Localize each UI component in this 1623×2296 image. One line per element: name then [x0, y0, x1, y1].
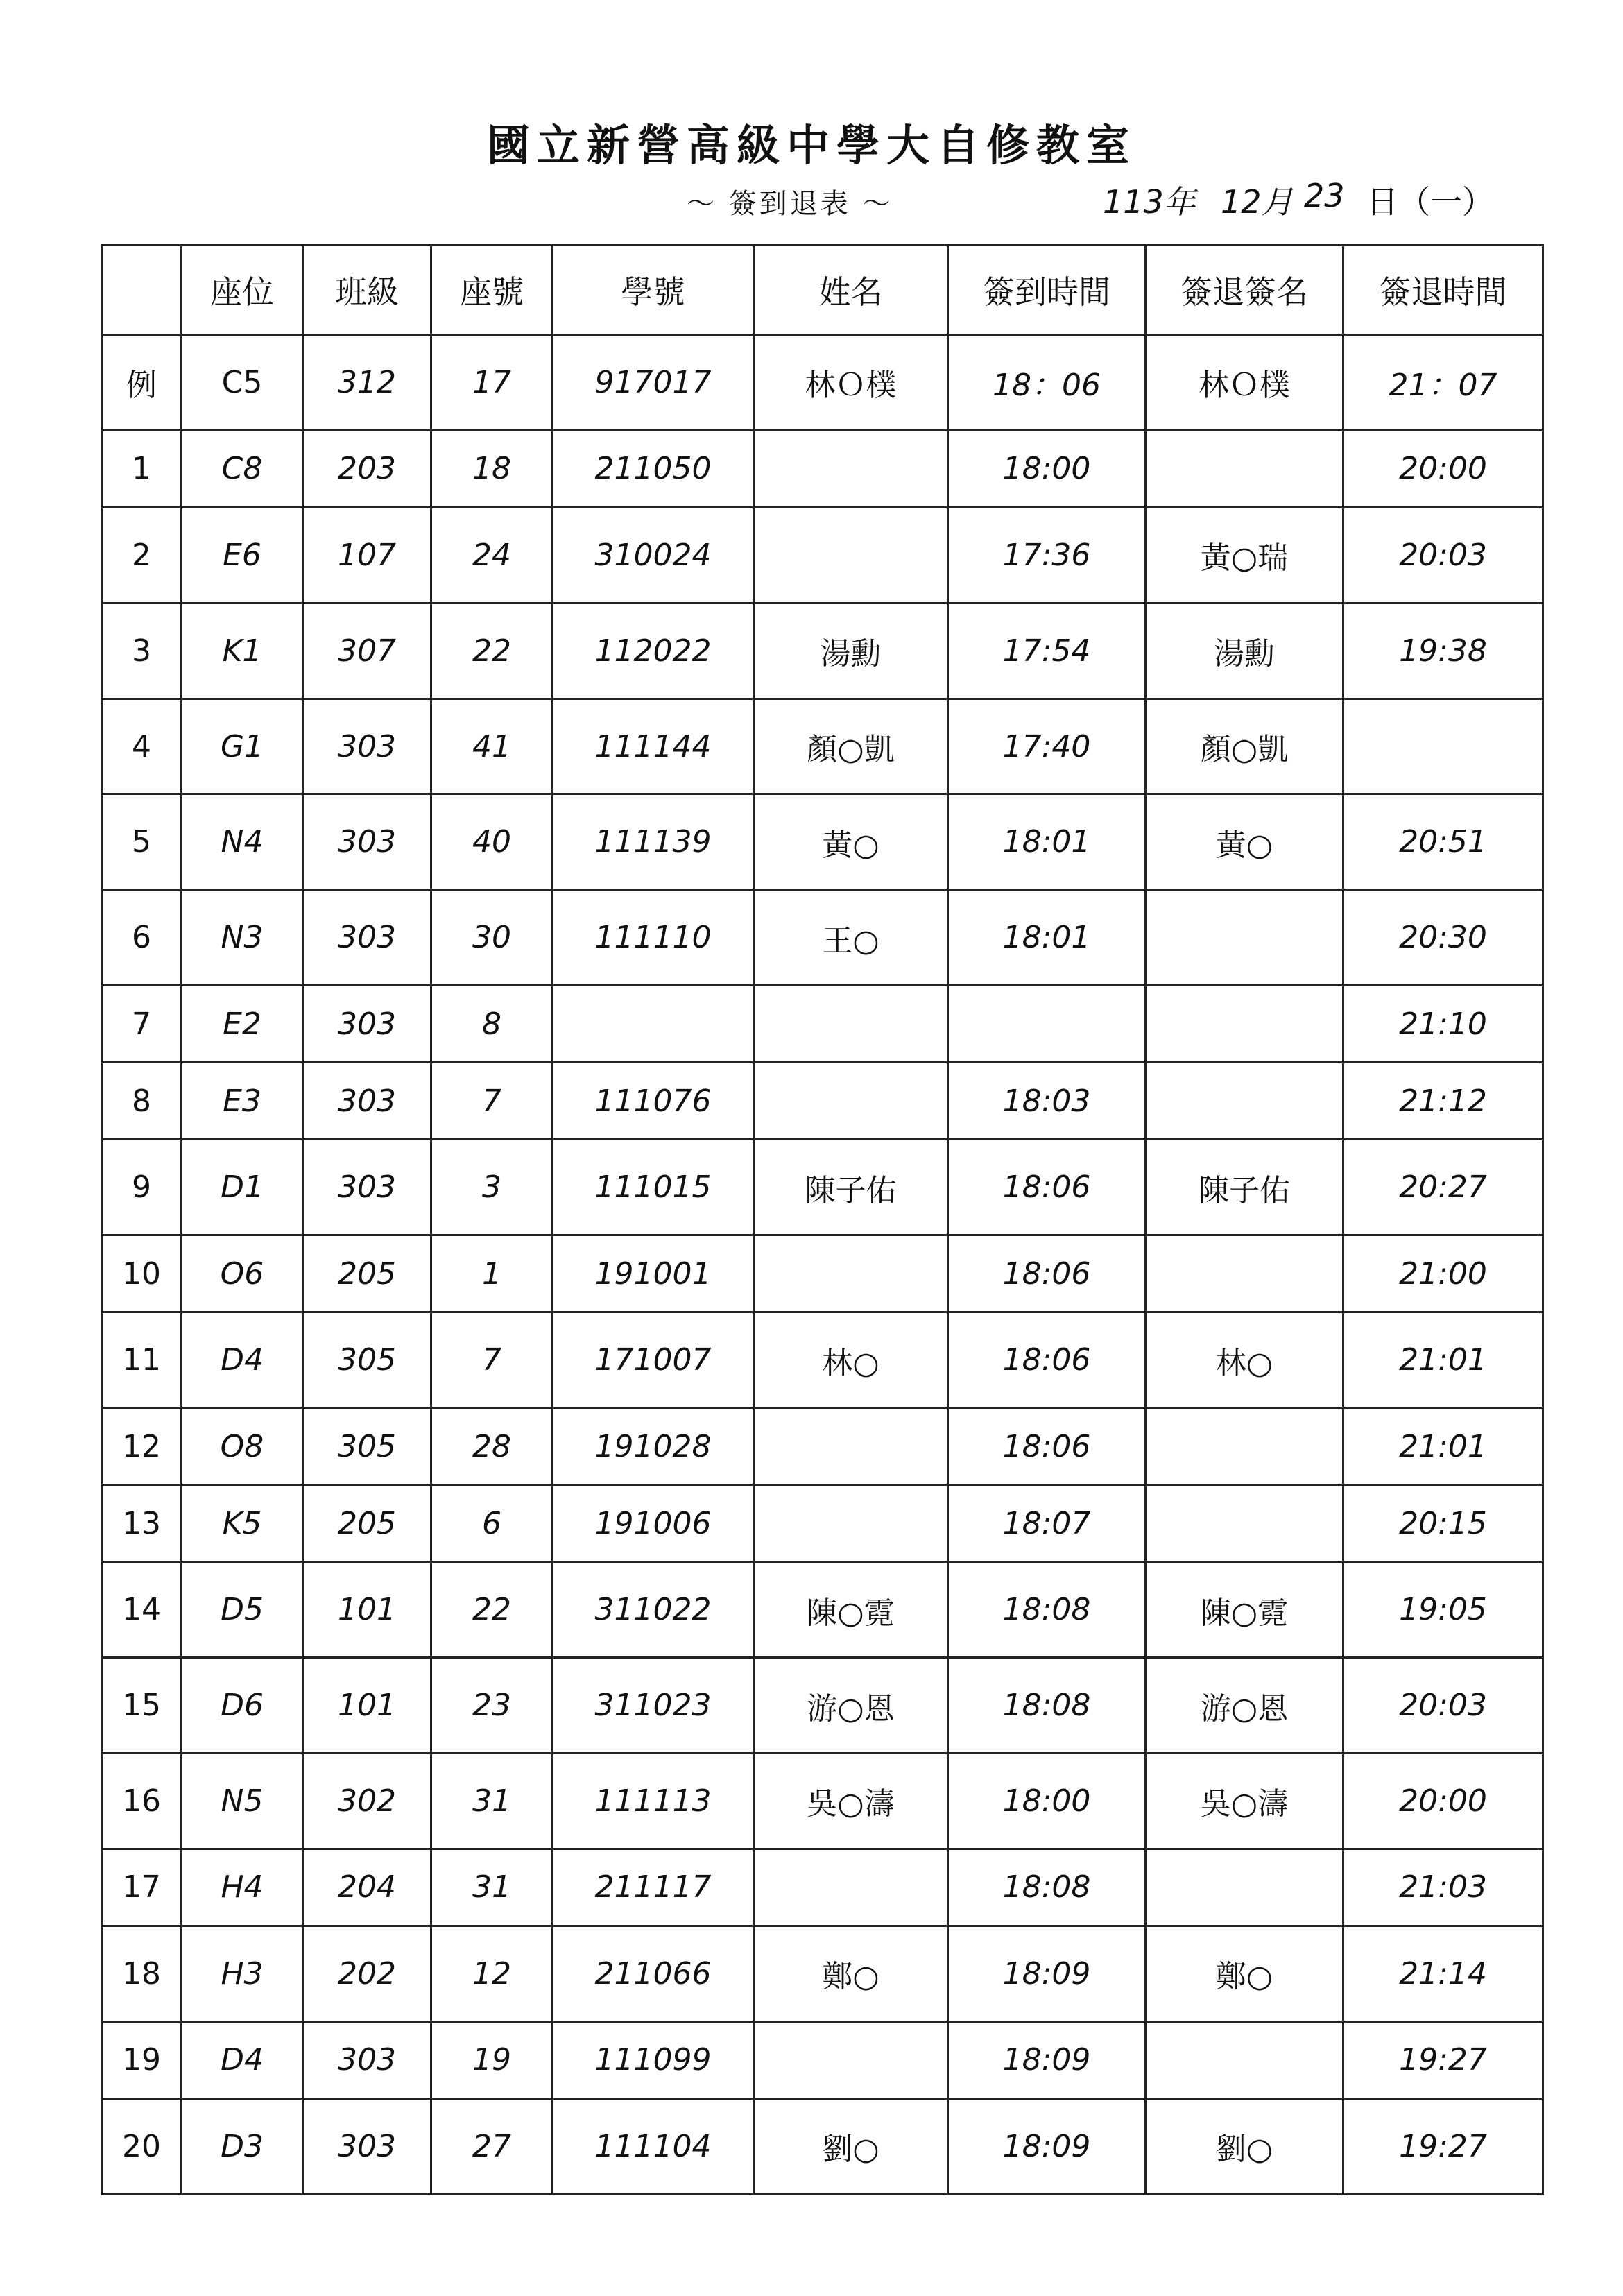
sign-out-signature-cell: 湯勳: [1146, 603, 1343, 699]
table-row: [102, 2098, 1543, 2194]
seat-number-cell: 22: [431, 603, 553, 699]
seat-cell: D4: [182, 2021, 303, 2098]
seat-cell: D6: [182, 1658, 303, 1754]
name-cell: 吳○濤: [754, 1754, 948, 1849]
sign-in-time-cell: 17:54: [948, 603, 1146, 699]
row-number: 18: [102, 1926, 182, 2021]
sign-in-time-cell: 18：06: [948, 335, 1146, 431]
class-cell: 101: [303, 1562, 431, 1658]
sign-out-signature-cell: [1146, 2021, 1343, 2098]
sign-out-signature-cell: 顏○凱: [1146, 699, 1343, 794]
name-cell: 王○: [754, 890, 948, 986]
table-row: [102, 699, 1543, 794]
sign-out-signature-cell: 林Ｏ樸: [1146, 335, 1343, 431]
sign-out-time-cell: 20:27: [1343, 1140, 1543, 1235]
row-number: 10: [102, 1235, 182, 1312]
seat-cell: E2: [182, 986, 303, 1063]
name-cell: [754, 1849, 948, 1926]
student-id-cell: 191001: [553, 1235, 754, 1312]
table-row: [102, 1754, 1543, 1849]
date-year: 113年: [1103, 183, 1196, 221]
seat-cell: H3: [182, 1926, 303, 2021]
student-id-cell: 191028: [553, 1408, 754, 1485]
seat-cell: N4: [182, 794, 303, 890]
name-cell: 林○: [754, 1312, 948, 1408]
name-cell: [754, 986, 948, 1063]
student-id-cell: [553, 986, 754, 1063]
sign-out-time-cell: 20:30: [1343, 890, 1543, 986]
student-id-cell: 111139: [553, 794, 754, 890]
sign-in-time-cell: 18:08: [948, 1562, 1146, 1658]
name-cell: [754, 1235, 948, 1312]
sign-in-time-cell: 18:09: [948, 1926, 1146, 2021]
sign-out-time-cell: 21:00: [1343, 1235, 1543, 1312]
name-cell: 湯勳: [754, 603, 948, 699]
sign-out-time-cell: [1343, 699, 1543, 794]
class-cell: 303: [303, 699, 431, 794]
table-row: [102, 2021, 1543, 2098]
sign-in-time-cell: 18:09: [948, 2098, 1146, 2194]
class-cell: 303: [303, 2098, 431, 2194]
column-header: 簽退簽名: [1146, 246, 1343, 335]
seat-number-cell: 1: [431, 1235, 553, 1312]
student-id-cell: 112022: [553, 603, 754, 699]
date-weekday: 日（一）: [1366, 183, 1494, 221]
seat-number-cell: 31: [431, 1849, 553, 1926]
seat-number-cell: 27: [431, 2098, 553, 2194]
sign-out-time-cell: 21:10: [1343, 986, 1543, 1063]
table-row: [102, 1849, 1543, 1926]
sign-in-time-cell: [948, 986, 1146, 1063]
sign-out-signature-cell: [1146, 1485, 1343, 1562]
sign-out-signature-cell: [1146, 1235, 1343, 1312]
table-row: [102, 507, 1543, 603]
table-row: [102, 1140, 1543, 1235]
class-cell: 205: [303, 1235, 431, 1312]
sign-out-signature-cell: 林○: [1146, 1312, 1343, 1408]
table-row: [102, 603, 1543, 699]
student-id-cell: 111076: [553, 1063, 754, 1140]
student-id-cell: 111110: [553, 890, 754, 986]
class-cell: 303: [303, 1063, 431, 1140]
seat-number-cell: 12: [431, 1926, 553, 2021]
student-id-cell: 111099: [553, 2021, 754, 2098]
row-number: 16: [102, 1754, 182, 1849]
row-number: 8: [102, 1063, 182, 1140]
sign-out-time-cell: 21:03: [1343, 1849, 1543, 1926]
row-number: 17: [102, 1849, 182, 1926]
table-row: [102, 1658, 1543, 1754]
date-day: 23: [1304, 177, 1345, 214]
name-cell: [754, 430, 948, 507]
table-row: [102, 1562, 1543, 1658]
table-row: [102, 1063, 1543, 1140]
sign-out-time-cell: 19:27: [1343, 2098, 1543, 2194]
sign-out-time-cell: 19:38: [1343, 603, 1543, 699]
sign-out-time-cell: 21:12: [1343, 1063, 1543, 1140]
name-cell: [754, 1408, 948, 1485]
seat-number-cell: 8: [431, 986, 553, 1063]
class-cell: 302: [303, 1754, 431, 1849]
sign-out-time-cell: 20:51: [1343, 794, 1543, 890]
class-cell: 303: [303, 890, 431, 986]
row-number: 2: [102, 507, 182, 603]
sign-out-signature-cell: [1146, 430, 1343, 507]
table-row: [102, 794, 1543, 890]
row-number: 15: [102, 1658, 182, 1754]
class-cell: 101: [303, 1658, 431, 1754]
sign-out-time-cell: 19:05: [1343, 1562, 1543, 1658]
seat-number-cell: 17: [431, 335, 553, 431]
name-cell: [754, 1063, 948, 1140]
table-row: [102, 430, 1543, 507]
seat-number-cell: 40: [431, 794, 553, 890]
seat-number-cell: 7: [431, 1063, 553, 1140]
sign-in-time-cell: 18:06: [948, 1235, 1146, 1312]
name-cell: [754, 1485, 948, 1562]
seat-cell: D1: [182, 1140, 303, 1235]
name-cell: 顏○凱: [754, 699, 948, 794]
page-title: 國立新營高級中學大自修教室: [486, 120, 1136, 171]
table-row: [102, 1485, 1543, 1562]
sign-out-time-cell: 20:03: [1343, 507, 1543, 603]
student-id-cell: 111015: [553, 1140, 754, 1235]
class-cell: 303: [303, 1140, 431, 1235]
sign-out-time-cell: 21:01: [1343, 1408, 1543, 1485]
student-id-cell: 311023: [553, 1658, 754, 1754]
row-number: 1: [102, 430, 182, 507]
seat-cell: N5: [182, 1754, 303, 1849]
name-cell: 陳○霓: [754, 1562, 948, 1658]
class-cell: 303: [303, 2021, 431, 2098]
row-number: 6: [102, 890, 182, 986]
seat-cell: O6: [182, 1235, 303, 1312]
sign-in-time-cell: 18:06: [948, 1408, 1146, 1485]
seat-cell: O8: [182, 1408, 303, 1485]
sign-in-time-cell: 17:36: [948, 507, 1146, 603]
name-cell: 黃○: [754, 794, 948, 890]
column-header: 座號: [431, 246, 553, 335]
seat-number-cell: 7: [431, 1312, 553, 1408]
sign-out-signature-cell: 黃○瑞: [1146, 507, 1343, 603]
sign-in-time-cell: 18:00: [948, 1754, 1146, 1849]
row-number: 7: [102, 986, 182, 1063]
sign-out-signature-cell: 劉○: [1146, 2098, 1343, 2194]
name-cell: 林Ｏ樸: [754, 335, 948, 431]
row-number: 例: [102, 335, 182, 431]
row-number: 9: [102, 1140, 182, 1235]
name-cell: 劉○: [754, 2098, 948, 2194]
sign-out-signature-cell: [1146, 986, 1343, 1063]
column-header: 姓名: [754, 246, 948, 335]
seat-number-cell: 24: [431, 507, 553, 603]
seat-cell: N3: [182, 890, 303, 986]
sign-out-signature-cell: [1146, 1063, 1343, 1140]
class-cell: 203: [303, 430, 431, 507]
row-number: 3: [102, 603, 182, 699]
seat-cell: D3: [182, 2098, 303, 2194]
name-cell: 陳子佑: [754, 1140, 948, 1235]
page-subtitle: ～ 簽到退表 ～: [687, 188, 893, 220]
student-id-cell: 310024: [553, 507, 754, 603]
sign-out-signature-cell: 黃○: [1146, 794, 1343, 890]
sign-out-signature-cell: 陳子佑: [1146, 1140, 1343, 1235]
student-id-cell: 211050: [553, 430, 754, 507]
student-id-cell: 171007: [553, 1312, 754, 1408]
table-row: [102, 1312, 1543, 1408]
sign-in-time-cell: 18:00: [948, 430, 1146, 507]
class-cell: 312: [303, 335, 431, 431]
student-id-cell: 311022: [553, 1562, 754, 1658]
sign-out-signature-cell: [1146, 1849, 1343, 1926]
sign-in-table: [101, 244, 1544, 2195]
seat-number-cell: 30: [431, 890, 553, 986]
sign-out-time-cell: 21：07: [1343, 335, 1543, 431]
class-cell: 303: [303, 794, 431, 890]
seat-cell: E6: [182, 507, 303, 603]
sign-out-signature-cell: 游○恩: [1146, 1658, 1343, 1754]
sign-out-time-cell: 20:00: [1343, 430, 1543, 507]
sign-in-time-cell: 18:01: [948, 890, 1146, 986]
seat-number-cell: 28: [431, 1408, 553, 1485]
class-cell: 303: [303, 986, 431, 1063]
class-cell: 305: [303, 1312, 431, 1408]
row-number: 19: [102, 2021, 182, 2098]
seat-number-cell: 3: [431, 1140, 553, 1235]
header-row: [102, 246, 1543, 335]
column-header: 座位: [182, 246, 303, 335]
class-cell: 305: [303, 1408, 431, 1485]
column-header: [102, 246, 182, 335]
student-id-cell: 111113: [553, 1754, 754, 1849]
student-id-cell: 211117: [553, 1849, 754, 1926]
example-row: [102, 335, 1543, 431]
sign-in-time-cell: 18:01: [948, 794, 1146, 890]
sign-out-signature-cell: 陳○霓: [1146, 1562, 1343, 1658]
seat-cell: C5: [182, 335, 303, 431]
seat-cell: D4: [182, 1312, 303, 1408]
row-number: 14: [102, 1562, 182, 1658]
sign-out-time-cell: 20:03: [1343, 1658, 1543, 1754]
student-id-cell: 211066: [553, 1926, 754, 2021]
table-row: [102, 986, 1543, 1063]
name-cell: 鄭○: [754, 1926, 948, 2021]
name-cell: [754, 507, 948, 603]
seat-number-cell: 19: [431, 2021, 553, 2098]
row-number: 13: [102, 1485, 182, 1562]
sign-in-time-cell: 18:08: [948, 1658, 1146, 1754]
seat-cell: H4: [182, 1849, 303, 1926]
row-number: 12: [102, 1408, 182, 1485]
column-header: 簽退時間: [1343, 246, 1543, 335]
row-number: 5: [102, 794, 182, 890]
class-cell: 204: [303, 1849, 431, 1926]
sign-in-time-cell: 17:40: [948, 699, 1146, 794]
sign-in-time-cell: 18:06: [948, 1140, 1146, 1235]
sign-out-time-cell: 19:27: [1343, 2021, 1543, 2098]
seat-number-cell: 31: [431, 1754, 553, 1849]
name-cell: 游○恩: [754, 1658, 948, 1754]
sign-in-time-cell: 18:08: [948, 1849, 1146, 1926]
sign-out-time-cell: 21:01: [1343, 1312, 1543, 1408]
seat-number-cell: 18: [431, 430, 553, 507]
student-id-cell: 917017: [553, 335, 754, 431]
table-row: [102, 1926, 1543, 2021]
seat-cell: K1: [182, 603, 303, 699]
column-header: 學號: [553, 246, 754, 335]
name-cell: [754, 2021, 948, 2098]
sign-out-signature-cell: 鄭○: [1146, 1926, 1343, 2021]
table-row: [102, 890, 1543, 986]
column-header: 簽到時間: [948, 246, 1146, 335]
seat-cell: G1: [182, 699, 303, 794]
seat-cell: D5: [182, 1562, 303, 1658]
sign-out-time-cell: 20:15: [1343, 1485, 1543, 1562]
class-cell: 205: [303, 1485, 431, 1562]
seat-cell: K5: [182, 1485, 303, 1562]
sign-out-signature-cell: [1146, 1408, 1343, 1485]
sign-in-time-cell: 18:06: [948, 1312, 1146, 1408]
sign-in-time-cell: 18:09: [948, 2021, 1146, 2098]
row-number: 11: [102, 1312, 182, 1408]
seat-number-cell: 41: [431, 699, 553, 794]
student-id-cell: 191006: [553, 1485, 754, 1562]
sign-out-signature-cell: [1146, 890, 1343, 986]
seat-number-cell: 6: [431, 1485, 553, 1562]
sign-out-time-cell: 21:14: [1343, 1926, 1543, 2021]
table-row: [102, 1408, 1543, 1485]
seat-cell: C8: [182, 430, 303, 507]
sign-out-signature-cell: 吳○濤: [1146, 1754, 1343, 1849]
row-number: 4: [102, 699, 182, 794]
row-number: 20: [102, 2098, 182, 2194]
seat-number-cell: 22: [431, 1562, 553, 1658]
column-header: 班級: [303, 246, 431, 335]
table-row: [102, 1235, 1543, 1312]
class-cell: 202: [303, 1926, 431, 2021]
sign-in-time-cell: 18:07: [948, 1485, 1146, 1562]
class-cell: 107: [303, 507, 431, 603]
date-month: 12月: [1221, 183, 1294, 221]
sign-in-time-cell: 18:03: [948, 1063, 1146, 1140]
student-id-cell: 111144: [553, 699, 754, 794]
seat-number-cell: 23: [431, 1658, 553, 1754]
sign-out-time-cell: 20:00: [1343, 1754, 1543, 1849]
seat-cell: E3: [182, 1063, 303, 1140]
student-id-cell: 111104: [553, 2098, 754, 2194]
class-cell: 307: [303, 603, 431, 699]
